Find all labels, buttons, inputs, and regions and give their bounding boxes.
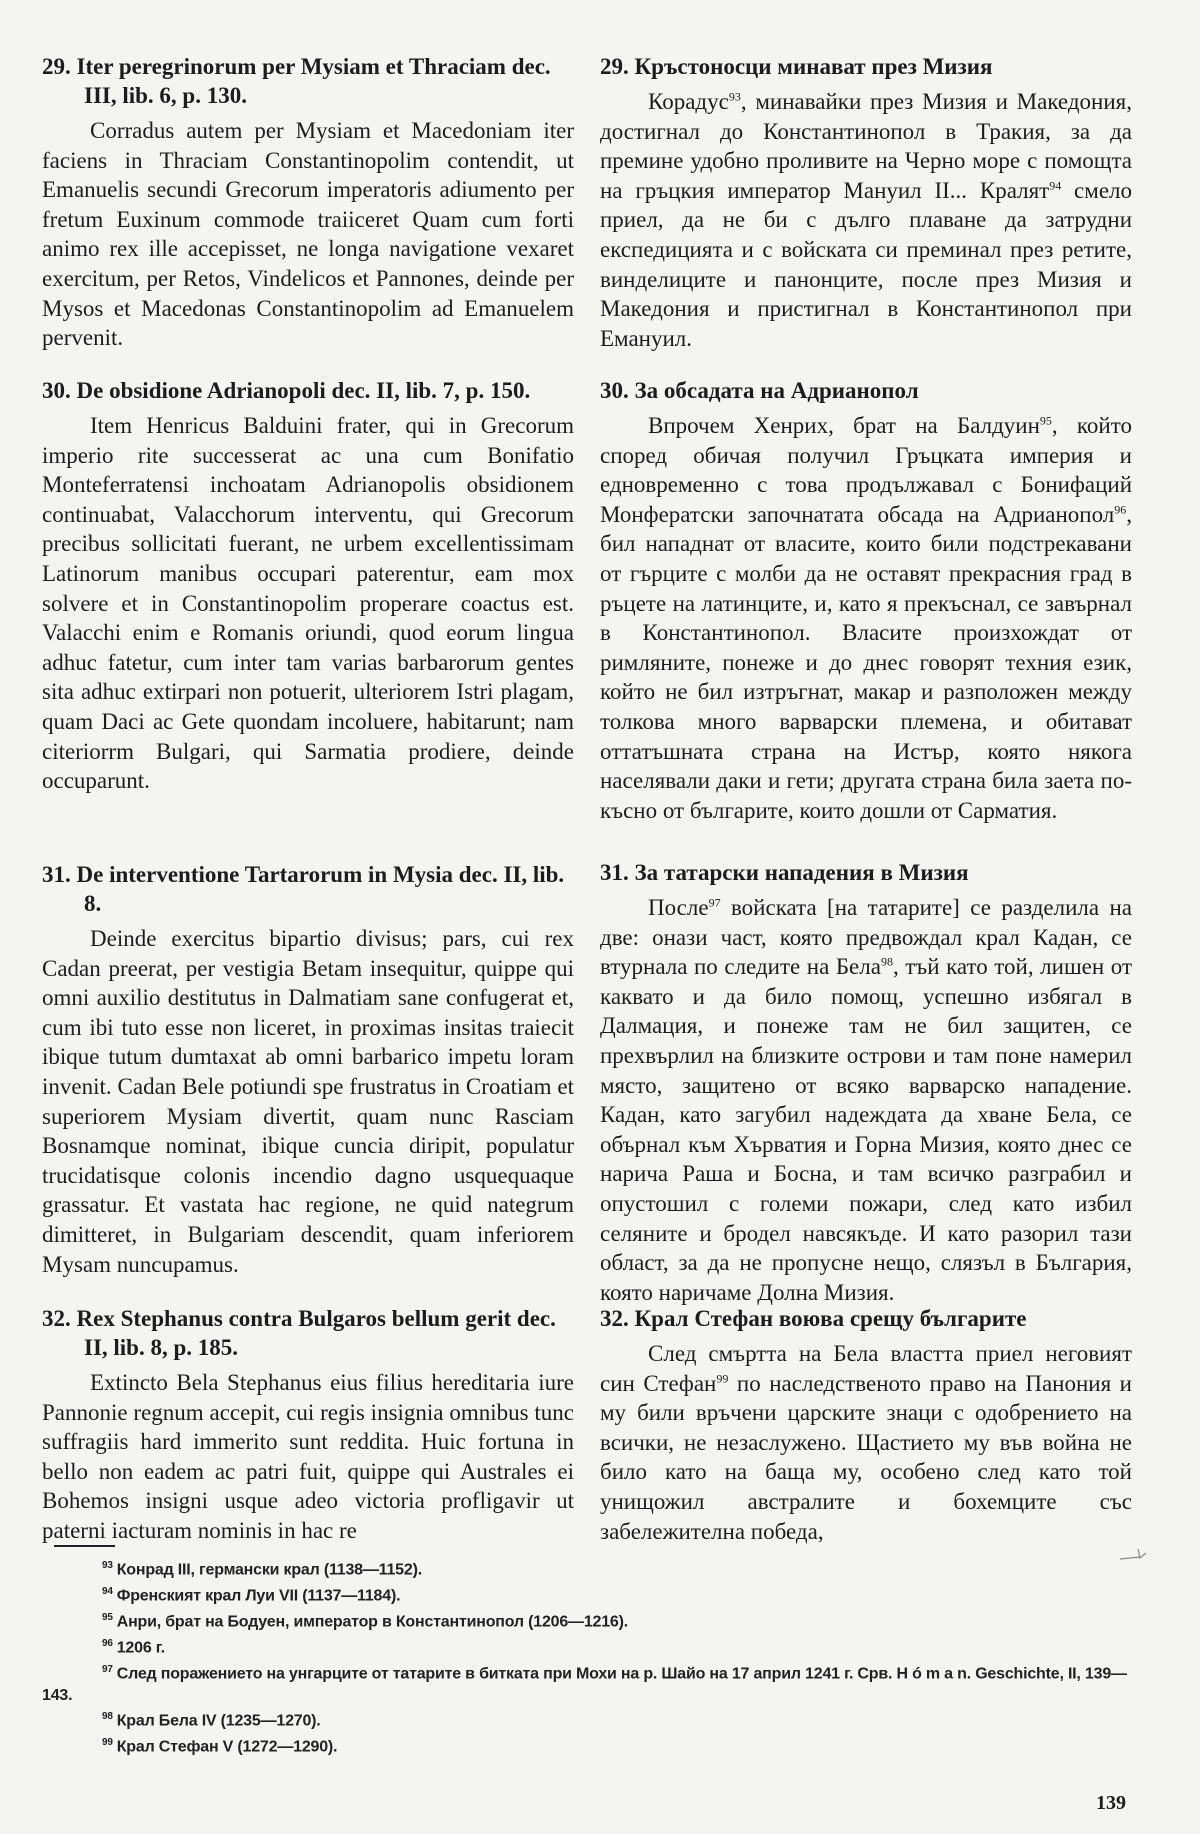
footnote-mark: 98: [102, 1711, 113, 1723]
footnote-text: 1206 г.: [116, 1639, 165, 1657]
body-text: После: [648, 895, 709, 920]
footnote-mark: 96: [102, 1637, 113, 1649]
footnote-text: Крал Бела IV (1235—1270).: [116, 1712, 321, 1730]
footnote-93: [42, 1555, 1152, 1581]
bulgarian-section-29: [600, 52, 1132, 353]
section-heading: 29. Iter peregrinorum per Mysiam et Thraciam dec. III, lib. 6, p. 130.: [42, 54, 551, 108]
section-body: Item Henricus Balduini frater, qui in Grecorum imperio rite successerat ac una cum Bonifatio Monteferratensi inchoatam Adrianopolis obsidionem continuabat, Valacchorum interventu, qui Grecorum precibus sollicitati fuerant, ne urbem excellentissimam Latinorum manibus occupari paterentur, eam mox solvere et in Constantinopolim properare coactus est. Valacchi enim e Romanis oriundi, quod eorum lingua adhuc fatetur, cum inter tam varias barbarorum gentes sita adhuc extirpari non potuerit, ulteriorem Istri plagam, quam Daci ac Gete quondam incoluere, habitarunt; nam citeriorrm Bulgari, qui Sarmatia prodiere, deinde occuparunt.: [42, 413, 574, 794]
latin-section-29: [42, 52, 574, 353]
section-body: [600, 1339, 1132, 1546]
footnote-text: След поражението на унгарците от татарите в битката при Мохи на р. Шайо на 17 април 1241 г. Срв. H ó m a n. Geschichte, II, 139—143.: [42, 1665, 1127, 1704]
footnote-mark: 95: [102, 1611, 113, 1623]
bulgarian-section-32: [600, 1304, 1132, 1546]
section-heading: 30. De obsidione Adrianopoli dec. II, lib. 7, p. 150.: [42, 378, 531, 403]
pencil-mark-icon: [1118, 1545, 1148, 1565]
footnote-96: [42, 1633, 1152, 1659]
footnote-98: [42, 1706, 1152, 1732]
footnote-ref[interactable]: 99: [716, 1370, 729, 1385]
body-text: Корадус: [648, 89, 729, 114]
footnote-99: [42, 1732, 1152, 1758]
section-body: [600, 411, 1132, 825]
footnote-ref[interactable]: 98: [880, 954, 893, 969]
body-text: по наследственото право на Панония и му били връчени царските знаци с одобрението на всички, не незаслужено. Щастието му във война не било като на баща му, особено след като той унищожил австралите и бохемците със забележителна победа,: [600, 1370, 1132, 1544]
bulgarian-section-31: [600, 858, 1132, 1307]
footnote-text: Конрад III, германски крал (1138—1152).: [116, 1561, 422, 1579]
section-heading: 31. За татарски нападения в Мизия: [600, 860, 969, 885]
latin-section-30: [42, 376, 574, 796]
body-text: , който според обичая получил Гръцката империя и едновременно с това продължавал с Бонифаций Монфератски започнатата обсада на Адрианопол: [600, 413, 1132, 527]
body-text: След смъртта на Бела властта приел неговият син Стефан: [600, 1341, 1132, 1396]
footnote-ref[interactable]: 94: [1049, 178, 1062, 193]
footnote-ref[interactable]: 93: [728, 89, 741, 104]
body-text: войската [на татарите] се разделила на две: онази част, която предвождал крал Кадан, се втурнала по следите на Бела: [600, 895, 1132, 980]
latin-section-32: [42, 1304, 574, 1546]
section-heading: 32. Rex Stephanus contra Bulgaros bellum gerit dec. II, lib. 8, p. 185.: [42, 1306, 556, 1360]
footnote-mark: 94: [102, 1585, 113, 1597]
footnote-mark: 97: [102, 1663, 113, 1675]
footnote-97: [42, 1659, 1152, 1707]
body-text: Впрочем Хенрих, брат на Балдуин: [648, 413, 1040, 438]
footnote-ref[interactable]: 97: [708, 895, 721, 910]
footnote-94: [42, 1581, 1152, 1607]
latin-section-31: [42, 860, 574, 1279]
section-heading: 31. De interventione Tartarorum in Mysia dec. II, lib. 8.: [42, 862, 565, 916]
section-body: Corradus autem per Mysiam et Macedoniam iter faciens in Thraciam Constantinopolim contendit, ut Emanuelis secundi Grecorum imperatoris adiumento per fretum Euxinum commode traiiceret Quam cum forti animo rex ille accepisset, ne longa navigatione vexaret exercitum, per Retos, Vindelicos et Pannones, deinde per Mysos et Macedonas Constantinopolim ad Emanuelem pervenit.: [42, 118, 574, 351]
footnote-mark: 99: [102, 1737, 113, 1749]
footnote-mark: 93: [102, 1560, 113, 1571]
footnote-text: Френският крал Луи VII (1137—1184).: [116, 1587, 401, 1605]
footnotes: [42, 1545, 1152, 1758]
body-text: , бил нападнат от власите, които били подстрекавани от гърците с молби да не оставят прекрасния град в ръцете на латинците, и, като я прекъснал, се завърнал в Константинопол. Власите произхождат от римляните, понеже и до днес говорят техния език, който не бил изтръгнат, макар и разположен между толкова много варварски племена, и обитават оттатъшната страна на Истър, която някога населявали даки и гети; другата страна била заета по-късно от българите, които дошли от Сарматия.: [600, 501, 1132, 823]
footnote-text: Анри, брат на Бодуен, император в Константинопол (1206—1216).: [116, 1613, 629, 1631]
section-body: Deinde exercitus bipartio divisus; pars, cui rex Cadan preerat, per vestigia Betam insequitur, quippe qui omni auxilio destitutus in Dalmatiam sane confugerat et, cum ibi tuto esse non liceret, in proximas insitas traiecit ibique tutum dumtaxat ab omni barbarico impetu loram invenit. Cadan Bele potiundi spe frustratus in Croatiam et superiorem Mysiam divertit, quam nunc Rasciam Bosnamque nominat, ibique cuncia diripit, populatur trucidatisque colonis incendio dagno usquequaque grassatur. Et vastata hac regione, ne quid nategrum dimitteret, in Bulgariam descendit, quam inferiorem Mysam nuncupamus.: [42, 926, 574, 1277]
page-number: 139: [1096, 1792, 1126, 1814]
section-body: Extincto Bela Stephanus eius filius hereditaria iure Pannonie regnum accepit, cui regis insignia omnibus tunc suffragiis hard immerito sunt reddita. Huic fortuna in bello non eadem ac patri fuit, quippe qui Australes ei Bohemos insigni usque adeo victoria profligavir ut paterni iacturam nominis in hac re: [42, 1370, 574, 1543]
body-text: , тъй като той, лишен от каквато и да било помощ, успешно избягал в Далмация, и понеже там не бил защитен, се прехвърлил на близките острови и там поне намерил място, защитено от всяко варварско нападение. Кадан, като загубил надеждата да хване Бела, се обърнал към Хърватия и Горна Мизия, която днес се нарича Раша и Босна, и там всичко разграбил и опустошил с големи пожари, след като избил селяните и бродел навсякъде. И като разорил тази област, за да не пропусне нещо, слязъл в България, която наричаме Долна Мизия.: [600, 954, 1132, 1305]
bulgarian-section-30: [600, 376, 1132, 825]
body-text: , минавайки през Мизия и Македония, достигнал до Константинопол в Тракия, за да премине удобно проливите на Черно море с помощта на гръцкия император Мануил II... Кралят: [600, 89, 1132, 203]
footnote-95: [42, 1607, 1152, 1633]
body-text: смело приел, да не би с дълго плаване да затрудни експедицията и с войската си преминал през ретите, винделиците и панонците, после през Мизия и Македония и пристигнал в Константинопол при Емануил.: [600, 177, 1133, 351]
footnote-ref[interactable]: 96: [1114, 502, 1127, 517]
section-body: [600, 87, 1132, 353]
section-heading: 29. Кръстоносци минават през Мизия: [600, 54, 993, 79]
section-heading: 32. Крал Стефан воюва срещу българите: [600, 1306, 1027, 1331]
section-body: [600, 893, 1132, 1307]
footnote-text: Крал Стефан V (1272—1290).: [116, 1738, 338, 1756]
footnote-divider: [54, 1545, 115, 1547]
footnote-ref[interactable]: 95: [1039, 413, 1052, 428]
section-heading: 30. За обсадата на Адрианопол: [600, 378, 919, 403]
